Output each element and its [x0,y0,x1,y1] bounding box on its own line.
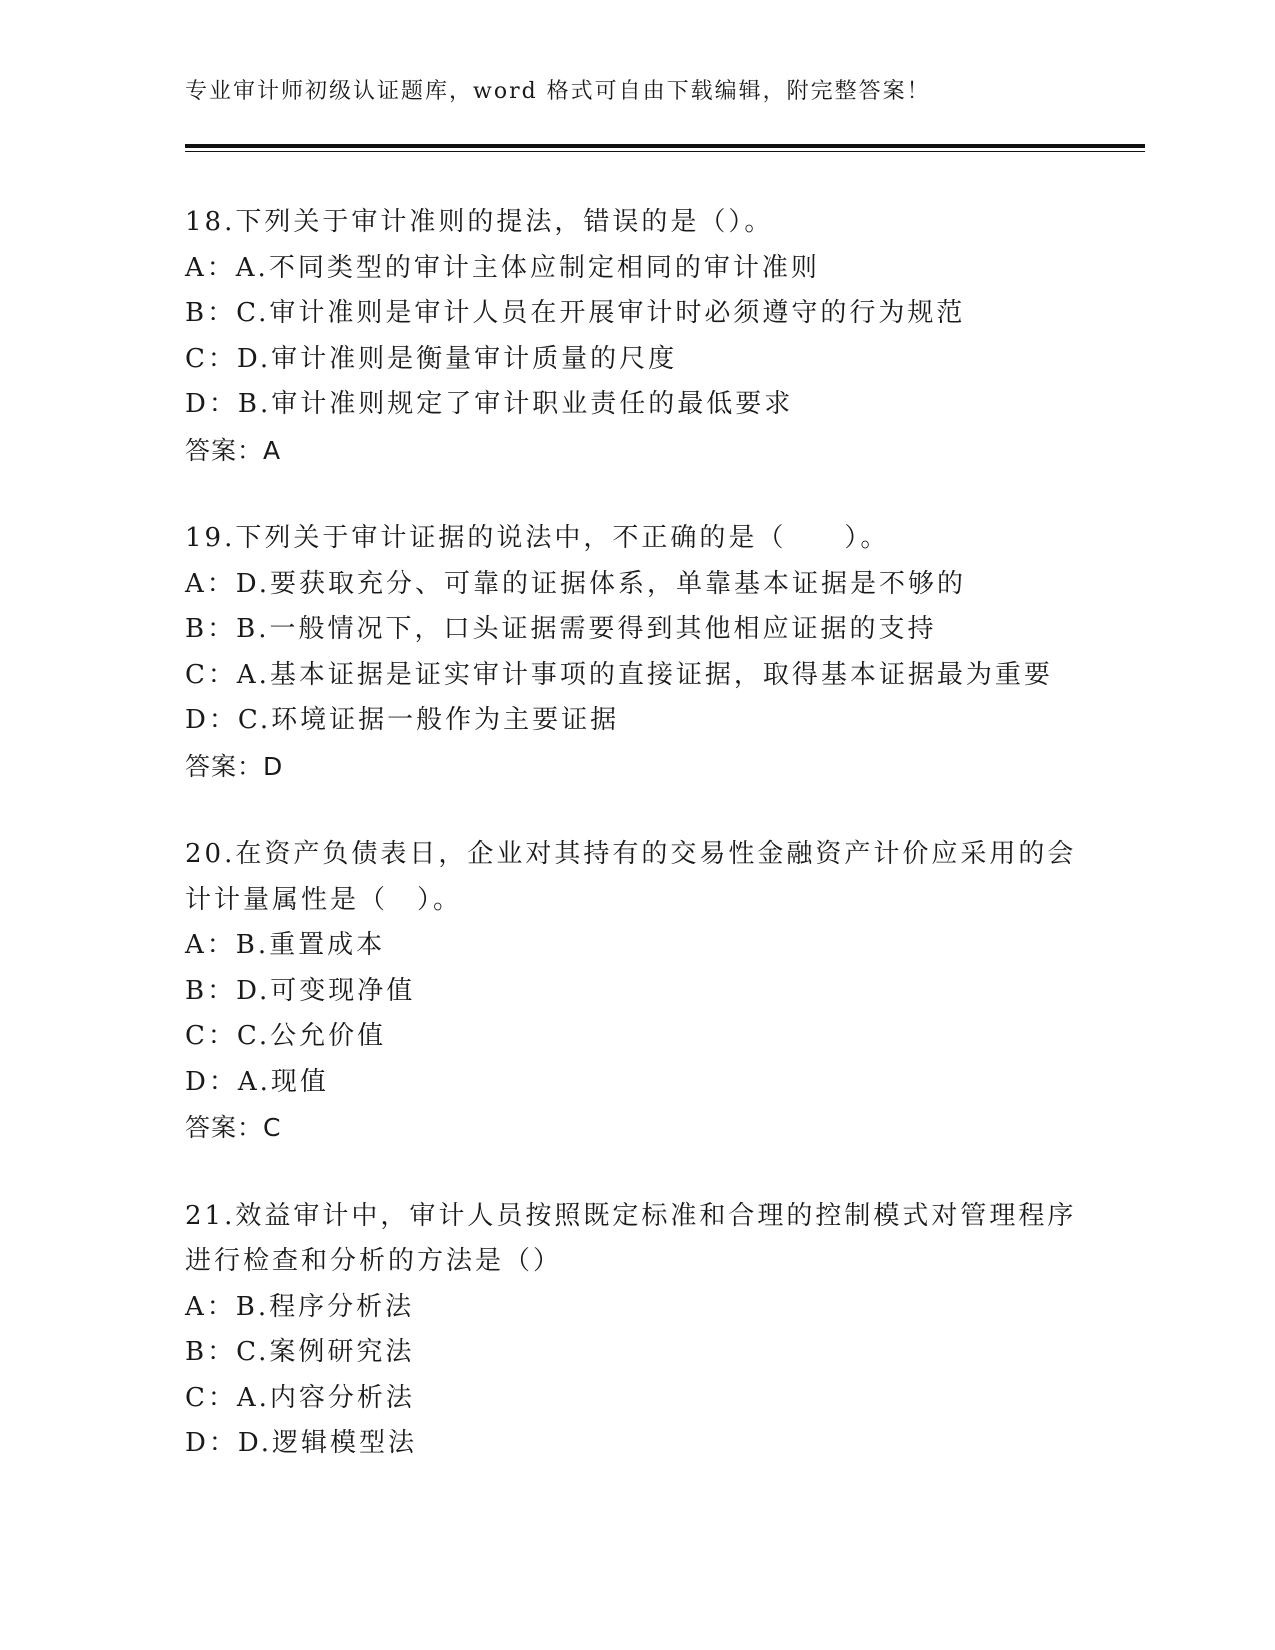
question-stem: 20.在资产负债表日，企业对其持有的交易性金融资产计价应采用的会 [185,839,1077,869]
option-c: C：A.基本证据是证实审计事项的直接证据，取得基本证据最为重要 [185,659,1053,690]
option-a: A：A.不同类型的审计主体应制定相同的审计准则 [185,252,820,283]
option-d: D：D.逻辑模型法 [185,1428,418,1458]
option-c: C：C.公允价值 [185,1021,387,1051]
question-21 [185,1194,1085,1467]
option-a: A：B.重置成本 [185,930,386,960]
question-stem: 19.下列关于审计证据的说法中，不正确的是（ ）。 [185,523,890,553]
answer-text: 答案：D [185,751,284,781]
option-b: B：C.案例研究法 [185,1337,415,1367]
option-d: D：C.环境证据一般作为主要证据 [185,705,620,735]
question-19 [185,516,1085,789]
question-stem: 21.效益审计中，审计人员按照既定标准和合理的控制模式对管理程序 [185,1200,1077,1231]
page-header-title: 专业审计师初级认证题库，word 格式可自由下载编辑，附完整答案！ [185,79,931,104]
option-d: D：A.现值 [185,1066,329,1097]
question-stem: 18.下列关于审计准则的提法，错误的是（）。 [185,207,774,237]
question-stem-continued: 计计量属性是（ ）。 [185,884,463,915]
option-b: B：C.审计准则是审计人员在开展审计时必须遵守的行为规范 [185,298,966,328]
option-b: B：D.可变现净值 [185,975,416,1006]
option-a: A：B.程序分析法 [185,1291,415,1322]
question-18 [185,200,1085,473]
answer-text: 答案：C [185,1113,282,1142]
question-20 [185,832,1085,1151]
option-d: D：B.审计准则规定了审计职业责任的最低要求 [185,389,794,419]
option-c: C：D.审计准则是衡量审计质量的尺度 [185,343,678,374]
option-b: B：B.一般情况下，口头证据需要得到其他相应证据的支持 [185,614,937,644]
question-stem-continued: 进行检查和分析的方法是（） [185,1246,563,1276]
header-divider-thick [185,144,1145,148]
header-divider-thin [185,151,1145,152]
option-c: C：A.内容分析法 [185,1382,415,1413]
question-list [185,200,1085,1510]
answer-text: 答案：A [185,435,282,465]
option-a: A：D.要获取充分、可靠的证据体系，单靠基本证据是不够的 [185,568,966,599]
